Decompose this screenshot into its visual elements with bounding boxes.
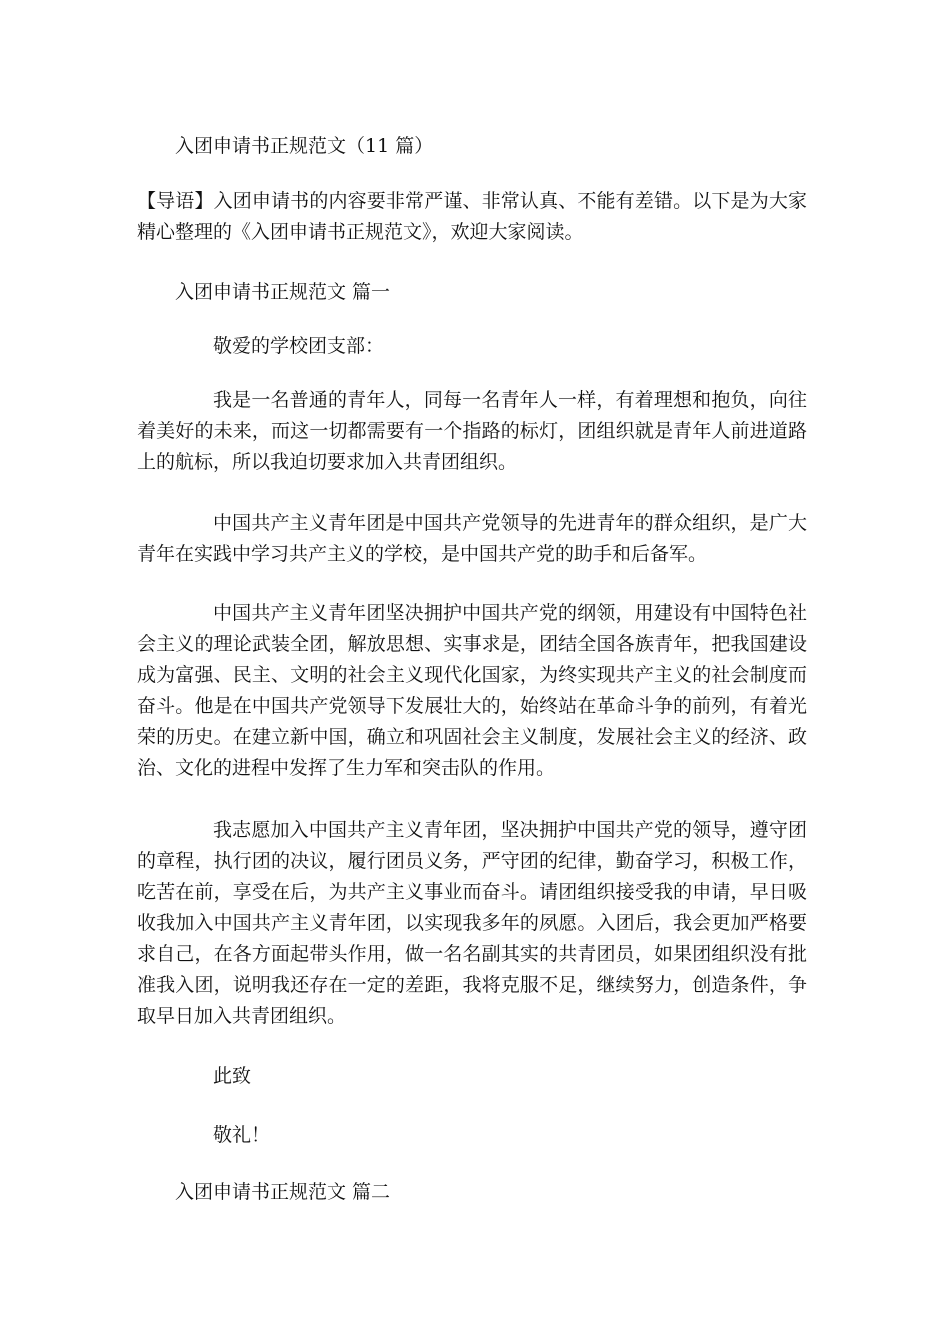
body-paragraph-3: 中国共产主义青年团坚决拥护中国共产党的纲领，用建设有中国特色社会主义的理论武装全团，解放思想、实事求是，团结全国各族青年，把我国建设成为富强、民主、文明的社会主义现代化国家，为终实现共产主义的社会制度而奋斗。他是在中国共产党领导下发展壮大的，始终站在革命斗争的前列，有着光荣的历史。在建立新中国，确立和巩固社会主义制度，发展社会主义的经济、政治、文化的进程中发挥了生力军和突击队的作用。 [137,602,807,779]
closing-jing-li: 敬礼！ [213,1124,271,1146]
intro-paragraph: 【导语】入团申请书的内容要非常严谨、非常认真、不能有差错。以下是为大家精心整理的《入团申请书正规范文》，欢迎大家阅读。 [137,190,807,243]
body-paragraph-1: 我是一名普通的青年人，同每一名青年人一样，有着理想和抱负，向往着美好的未来，而这一切都需要有一个指路的标灯，团组织就是青年人前进道路上的航标，所以我迫切要求加入共青团组织。 [137,389,807,473]
section-heading-1: 入团申请书正规范文 篇一 [175,281,391,303]
body-paragraph-4: 我志愿加入中国共产主义青年团，坚决拥护中国共产党的领导，遵守团的章程，执行团的决议，履行团员义务，严守团的纪律，勤奋学习，积极工作，吃苦在前，享受在后，为共产主义事业而奋斗。请团组织接受我的申请，早日吸收我加入中国共产主义青年团，以实现我多年的夙愿。入团后，我会更加严格要求自己，在各方面起带头作用，做一名名副其实的共青团员，如果团组织没有批准我入团，说明我还存在一定的差距，我将克服不足，继续努力，创造条件，争取早日加入共青团组织。 [137,819,807,1027]
body-paragraph-2: 中国共产主义青年团是中国共产党领导的先进青年的群众组织，是广大青年在实践中学习共产主义的学校，是中国共产党的助手和后备军。 [137,512,807,565]
section-heading-2: 入团申请书正规范文 篇二 [175,1181,391,1203]
salutation: 敬爱的学校团支部： [213,335,385,357]
document-title: 入团申请书正规范文（11 篇） [175,135,434,157]
closing-ci-zhi: 此致 [213,1065,252,1087]
